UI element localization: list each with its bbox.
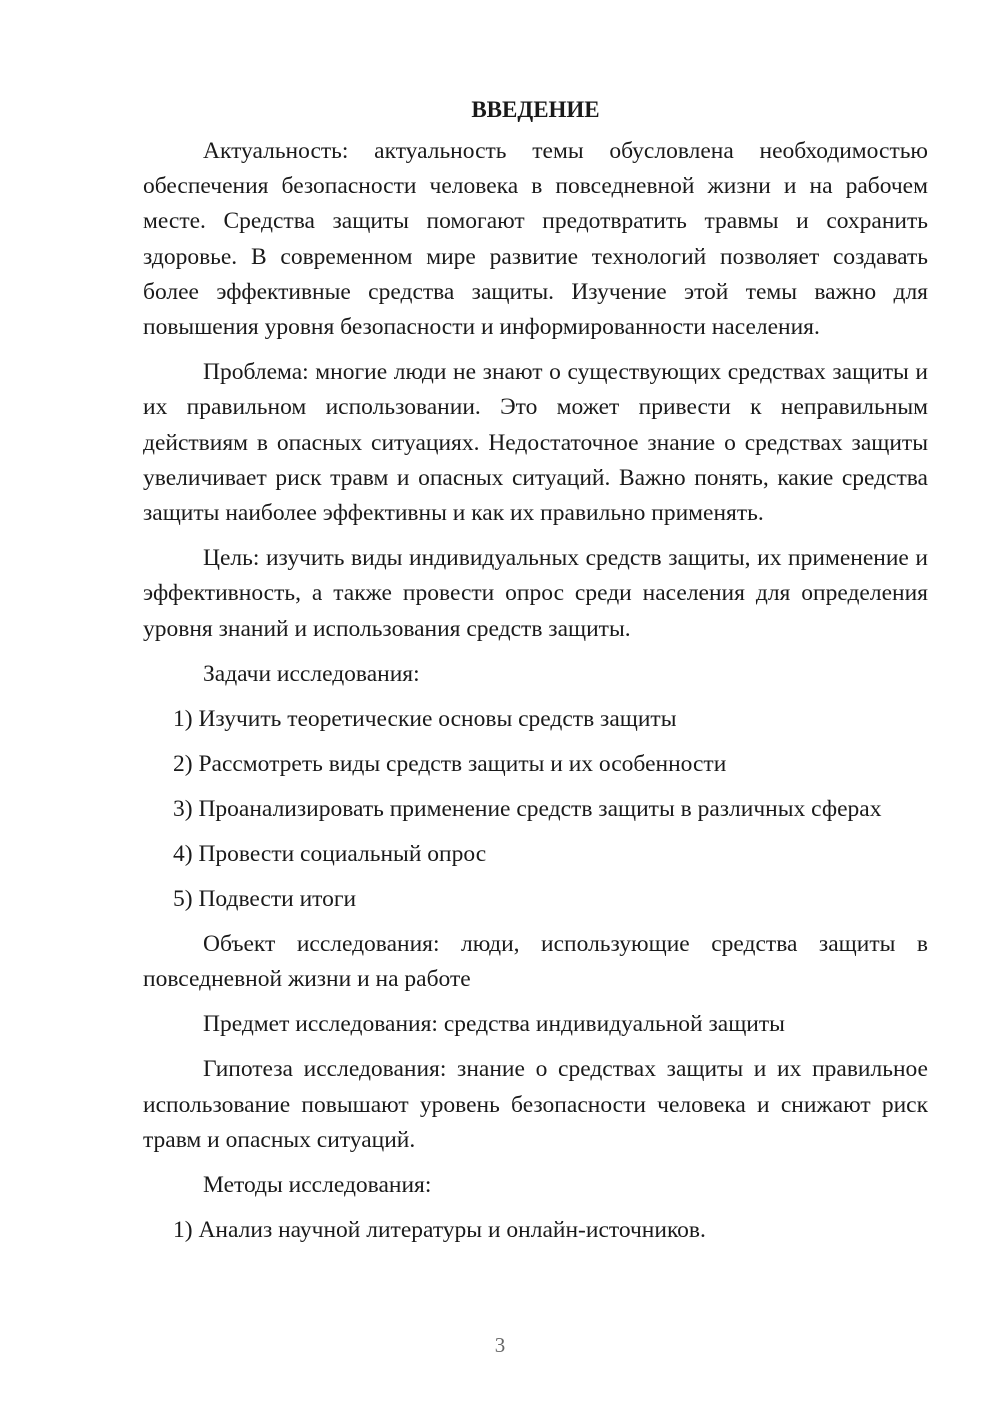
task-item: 4) Провести социальный опрос <box>173 840 487 867</box>
task-item: 1) Изучить теоретические основы средств защиты <box>173 705 677 732</box>
page-number: 3 <box>494 1333 506 1357</box>
research-object-paragraph: Объект исследования: люди, использующие средства защиты в повседневной жизни и на работе <box>143 930 928 993</box>
relevance-paragraph: Актуальность: актуальность темы обусловлена необходимостью обеспечения безопасности человека в повседневной жизни и на рабочем месте. Средства защиты помогают предотвратить травмы и сохранить здоровье. В современном мире развитие технологий позволяет создавать более эффективные средства защиты. Изучение этой темы важно для повышения уровня безопасности и информированности населения. <box>143 138 928 341</box>
task-item: 2) Рассмотреть виды средств защиты и их особенности <box>173 750 727 777</box>
methods-heading: Методы исследования: <box>203 1172 432 1199</box>
problem-paragraph: Проблема: многие люди не знают о существующих средствах защиты и их правильном использовании. Это может привести к неправильным действиям в опасных ситуациях. Недостаточное знание о средствах защиты увеличивает риск травм и опасных ситуаций. Важно понять, какие средства защиты наиболее эффективны и как их правильно применять. <box>143 359 928 527</box>
goal-paragraph: Цель: изучить виды индивидуальных средств защиты, их применение и эффективность, а также провести опрос среди населения для определения уровня знаний и использования средств защиты. <box>143 545 928 642</box>
research-hypothesis-paragraph: Гипотеза исследования: знание о средствах защиты и их правильное использование повышают уровень безопасности человека и снижают риск травм и опасных ситуаций. <box>143 1056 928 1153</box>
method-item: 1) Анализ научной литературы и онлайн-источников. <box>173 1217 706 1244</box>
task-item: 3) Проанализировать применение средств защиты в различных сферах <box>173 795 882 822</box>
section-title: ВВЕДЕНИЕ <box>471 97 600 122</box>
research-subject-paragraph: Предмет исследования: средства индивидуальной защиты <box>203 1011 785 1038</box>
tasks-heading: Задачи исследования: <box>203 660 420 687</box>
task-item: 5) Подвести итоги <box>173 885 357 912</box>
page-content <box>143 93 928 1258</box>
